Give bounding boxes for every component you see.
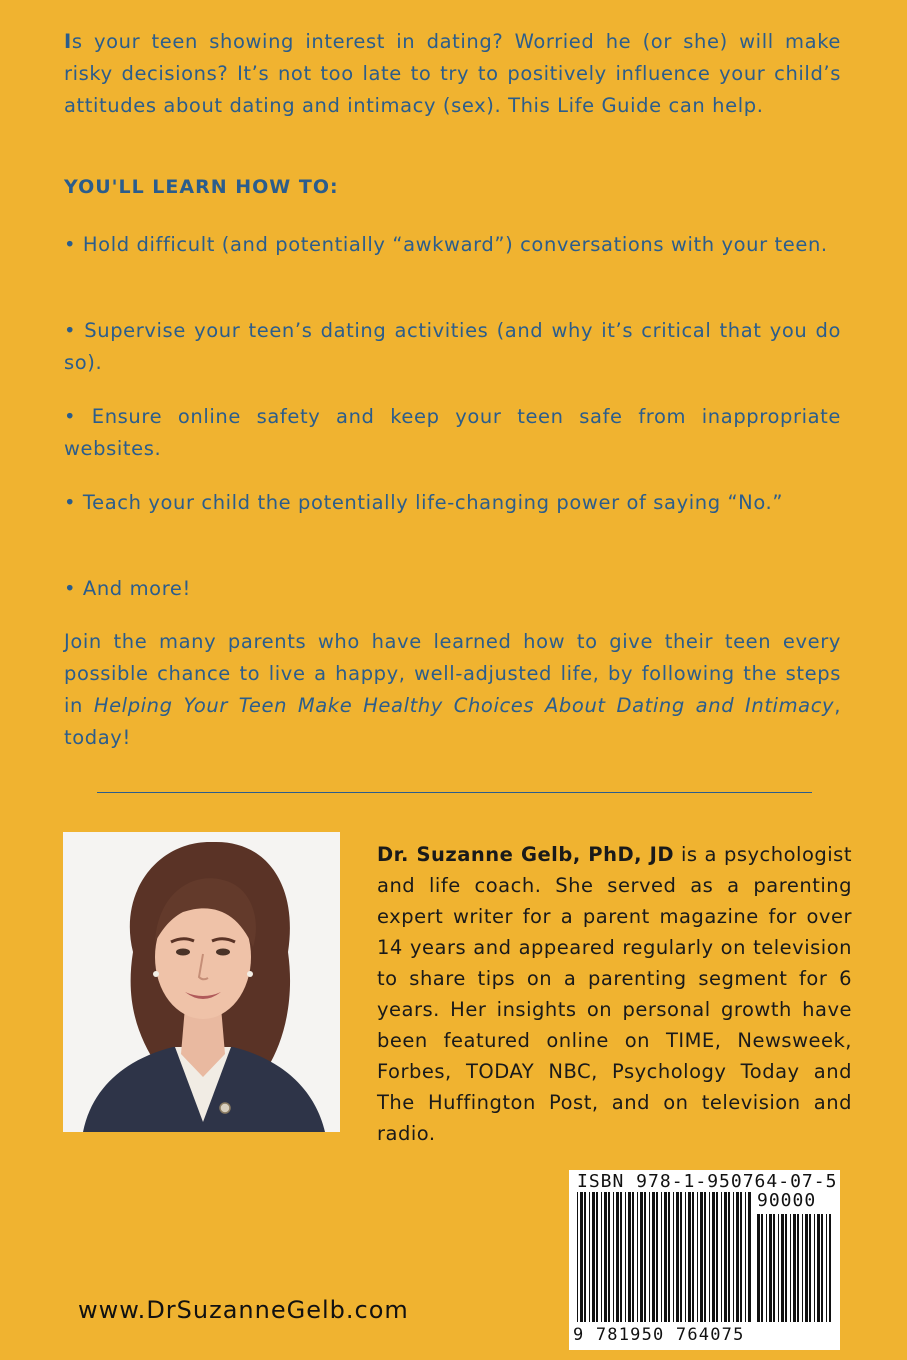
intro-paragraph — [64, 26, 841, 122]
barcode-bar — [661, 1192, 662, 1322]
barcode-bar — [821, 1214, 823, 1322]
intro-text: s your teen showing interest in dating? Worried he (or she) will make risky decisions? It’s not too late to try to positively influence your child’s attitudes about dating and intimacy (sex). This Life Guide can help. — [64, 30, 841, 117]
barcode-bar — [577, 1192, 578, 1322]
barcode-bar — [592, 1192, 595, 1322]
website-url: www.DrSuzanneGelb.com — [78, 1296, 409, 1324]
learn-heading: YOU'LL LEARN HOW TO: — [64, 176, 339, 198]
barcode-bar — [733, 1192, 734, 1322]
barcode-bar — [793, 1214, 796, 1322]
author-bio — [377, 839, 852, 1149]
barcode-bar — [596, 1192, 598, 1322]
barcode-bar — [785, 1214, 787, 1322]
book-title: Helping Your Teen Make Healthy Choices About Dating and Intimacy — [93, 694, 835, 717]
bullet-item: • Supervise your teen’s dating activities (and why it’s critical that you do so). — [64, 319, 841, 374]
join-text-after: , today! — [64, 694, 841, 749]
barcode-bar — [704, 1192, 706, 1322]
barcode-bar — [673, 1192, 674, 1322]
barcode-bar — [761, 1214, 763, 1322]
barcode-bar — [716, 1192, 718, 1322]
barcode-bar — [757, 1214, 760, 1322]
bullet-item: • Teach your child the potentially life-changing power of saying “No.” — [64, 491, 784, 514]
barcode-bar — [805, 1214, 808, 1322]
join-text-before: Join the many parents who have learned how to give their teen every possible chance to live a happy, well-adjusted life, by following the steps in — [64, 630, 841, 717]
barcode-bar — [644, 1192, 646, 1322]
divider-line — [97, 792, 812, 793]
barcode-bar — [766, 1214, 767, 1322]
barcode-bar — [625, 1192, 626, 1322]
barcode-bar — [584, 1192, 586, 1322]
bullet-item: • And more! — [64, 577, 191, 600]
barcode-bar — [580, 1192, 583, 1322]
isbn-barcode — [569, 1170, 840, 1350]
barcode-bar — [769, 1214, 772, 1322]
barcode-bar — [676, 1192, 679, 1322]
barcode-bar — [781, 1214, 784, 1322]
barcode-bar — [604, 1192, 607, 1322]
barcode-bar — [664, 1192, 667, 1322]
barcode-bar — [640, 1192, 643, 1322]
barcode-bar — [680, 1192, 682, 1322]
barcode-bar — [745, 1192, 746, 1322]
author-portrait-illustration — [63, 832, 340, 1132]
barcode-bar — [685, 1192, 686, 1322]
bullet-item: • Hold difficult (and potentially “awkward”) conversations with your teen. — [64, 233, 828, 256]
author-photo — [63, 832, 340, 1132]
barcode-bar — [692, 1192, 694, 1322]
barcode-bar — [608, 1192, 610, 1322]
barcode-bar — [809, 1214, 811, 1322]
barcode-bar — [802, 1214, 803, 1322]
barcode-bar — [613, 1192, 614, 1322]
barcode-bar — [700, 1192, 703, 1322]
barcode-bar — [736, 1192, 739, 1322]
barcode-bar — [649, 1192, 650, 1322]
barcode-bar — [628, 1192, 631, 1322]
ean-number: 9 781950 764075 — [573, 1325, 745, 1345]
isbn-label: ISBN 978-1-950764-07-5 — [577, 1171, 838, 1192]
barcode-bar — [790, 1214, 791, 1322]
barcode-bar — [697, 1192, 698, 1322]
bullet-item: • Ensure online safety and keep your teen safe from inappropriate websites. — [64, 405, 841, 460]
barcode-bar — [773, 1214, 775, 1322]
barcode-bar — [797, 1214, 799, 1322]
barcode-bar — [814, 1214, 815, 1322]
barcode-bar — [728, 1192, 730, 1322]
barcode-bar — [688, 1192, 691, 1322]
barcode-bar — [601, 1192, 602, 1322]
barcode-bar — [668, 1192, 670, 1322]
barcode-bar — [616, 1192, 619, 1322]
barcode-bar — [724, 1192, 727, 1322]
barcode-bar — [721, 1192, 722, 1322]
barcode-bar — [589, 1192, 590, 1322]
barcode-bar — [637, 1192, 638, 1322]
barcode-bar — [748, 1192, 751, 1322]
barcode-bar — [826, 1214, 827, 1322]
barcode-bar — [829, 1214, 831, 1322]
join-paragraph — [64, 626, 841, 754]
barcode-bar — [656, 1192, 658, 1322]
intro-dropcap: I — [64, 30, 72, 53]
barcode-bar — [817, 1214, 820, 1322]
barcode-bar — [620, 1192, 622, 1322]
barcode-bar — [740, 1192, 742, 1322]
barcode-bar — [778, 1214, 779, 1322]
barcode-bar — [652, 1192, 655, 1322]
author-name: Dr. Suzanne Gelb, PhD, JD — [377, 843, 675, 866]
barcode-bar — [632, 1192, 634, 1322]
barcode-bar — [712, 1192, 715, 1322]
price-code: 90000 — [757, 1190, 817, 1211]
barcode-bar — [709, 1192, 710, 1322]
author-bio-text: is a psychologist and life coach. She served as a parenting expert writer for a parent magazine for over 14 years and appeared regularly on television to share tips on a parenting segment for 6 years. Her insights on personal growth have been featured online on TIME, Newsweek, Forbes, TODAY NBC, Psychology Today and The Huffington Post, and on television and radio. — [377, 843, 852, 1145]
